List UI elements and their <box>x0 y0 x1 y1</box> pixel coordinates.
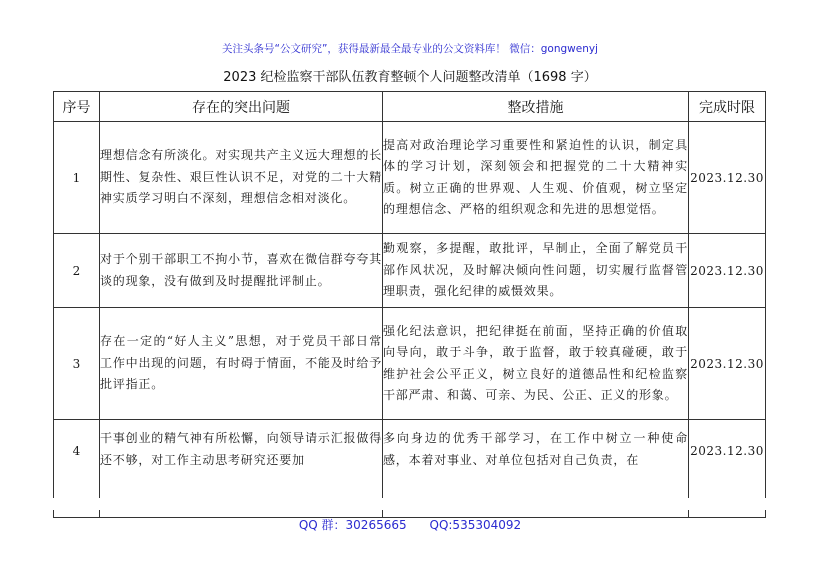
deadline-cell: 2023.12.30 <box>689 308 766 420</box>
table-row <box>54 308 766 420</box>
column-header-deadline: 完成时限 <box>689 92 766 122</box>
deadline-cell: 2023.12.30 <box>689 122 766 234</box>
deadline-cell: 2023.12.30 <box>689 234 766 308</box>
page-break-mask <box>0 498 820 510</box>
rectification-table <box>53 91 766 518</box>
measure-cell: 勤观察，多提醒，敢批评，早制止，全面了解党员干部作风状况，及时解决倾向性问题，切实履行监督管理职责，强化纪律的威慑效果。 <box>383 234 689 308</box>
deadline-cell: 2023.12.30 <box>689 420 766 518</box>
document-title: 2023 纪检监察干部队伍教育整顿个人问题整改清单（1698 字） <box>223 70 597 85</box>
table-row <box>54 122 766 234</box>
problem-cell: 理想信念有所淡化。对实现共产主义远大理想的长期性、复杂性、艰巨性认识不足，对党的二十大精神实质学习明白不深刻，理想信念相对淡化。 <box>100 122 383 234</box>
column-header-problem: 存在的突出问题 <box>100 92 383 122</box>
footer-note: QQ 群：30265665 QQ:535304092 <box>298 518 522 532</box>
column-header-no: 序号 <box>54 92 100 122</box>
table-header-row <box>54 92 766 122</box>
measure-cell: 提高对政治理论学习重要性和紧迫性的认识，制定具体的学习计划，深刻领会和把握党的二十大精神实质。树立正确的世界观、人生观、价值观，树立坚定的理想信念、严格的组织观念和先进的思想觉悟。 <box>383 122 689 234</box>
row-number: 1 <box>54 122 100 234</box>
table-row <box>54 234 766 308</box>
row-number: 4 <box>54 420 100 518</box>
problem-cell: 干事创业的精气神有所松懈，向领导请示汇报做得还不够，对工作主动思考研究还要加 <box>100 420 383 518</box>
column-header-measure: 整改措施 <box>383 92 689 122</box>
problem-cell: 存在一定的“好人主义”思想，对于党员干部日常工作中出现的问题，有时碍于情面，不能及时给予批评指正。 <box>100 308 383 420</box>
row-number: 2 <box>54 234 100 308</box>
header-note: 关注头条号“公文研究”，获得最新最全最专业的公文资料库！ 微信：gongwenyj <box>222 43 598 55</box>
row-number: 3 <box>54 308 100 420</box>
problem-cell: 对于个别干部职工不拘小节，喜欢在微信群夸夸其谈的现象，没有做到及时提醒批评制止。 <box>100 234 383 308</box>
measure-cell: 多向身边的优秀干部学习，在工作中树立一种使命感，本着对事业、对单位包括对自己负责，在 <box>383 420 689 518</box>
measure-cell: 强化纪法意识，把纪律挺在前面，坚持正确的价值取向导向，敢于斗争，敢于监督，敢于较真碰硬，敢于维护社会公平正义，树立良好的道德品性和纪检监察干部严肃、和蔼、可亲、为民、公正、正义的形象。 <box>383 308 689 420</box>
